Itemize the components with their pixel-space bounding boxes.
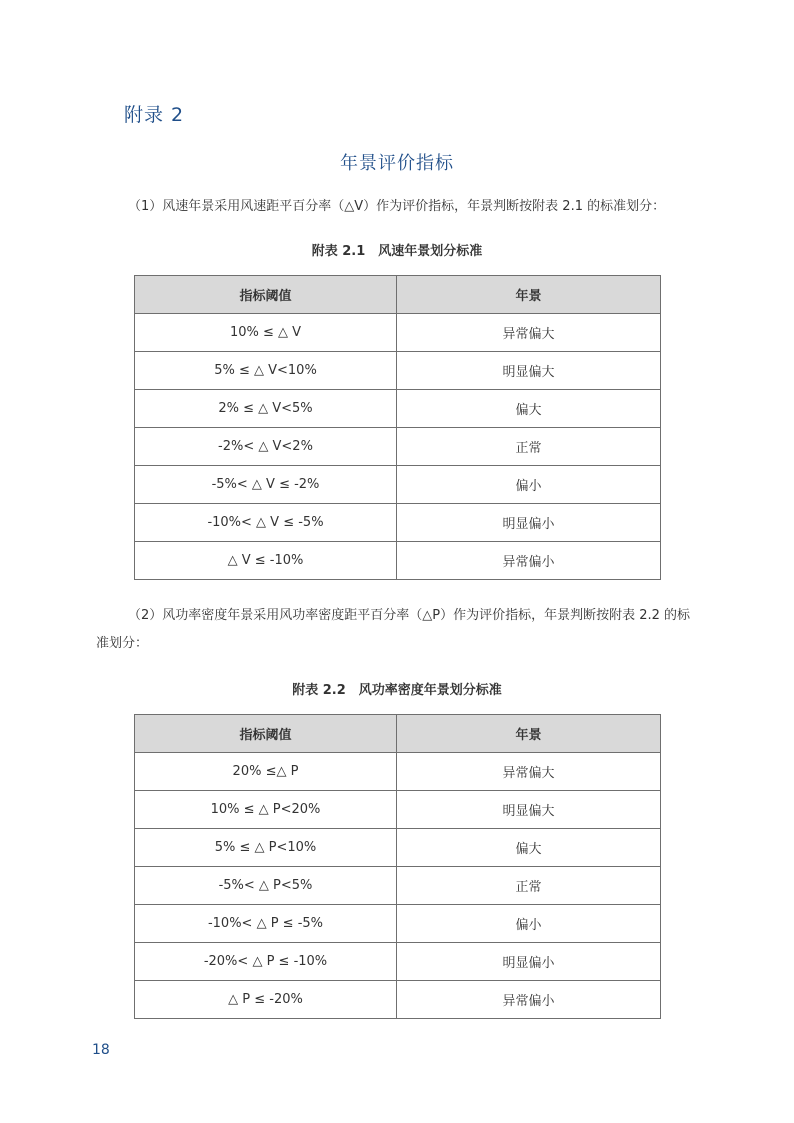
- table-row: [135, 829, 661, 867]
- paragraph-wind-speed: （1）风速年景采用风速距平百分率（△V）作为评价指标，年景判断按附表 2.1 的标准划分：: [128, 199, 666, 214]
- table-header-row: [135, 276, 661, 314]
- threshold-cell: -10%< △ P ≤ -5%: [135, 905, 397, 943]
- threshold-cell: -10%< △ V ≤ -5%: [135, 504, 397, 542]
- grade-cell: 异常偏小: [397, 542, 661, 580]
- table-header-row: [135, 715, 661, 753]
- table-caption-2-1: 附表 2.1 风速年景划分标准: [311, 244, 483, 259]
- table-row: [135, 791, 661, 829]
- threshold-cell: 5% ≤ △ V<10%: [135, 352, 397, 390]
- threshold-cell: 20% ≤△ P: [135, 753, 397, 791]
- table-row: [135, 943, 661, 981]
- threshold-cell: -2%< △ V<2%: [135, 428, 397, 466]
- threshold-cell: -5%< △ P<5%: [135, 867, 397, 905]
- grade-cell: 正常: [397, 867, 661, 905]
- table-row: [135, 466, 661, 504]
- grade-cell: 明显偏小: [397, 943, 661, 981]
- table-row: [135, 753, 661, 791]
- table-row: [135, 981, 661, 1019]
- table-row: [135, 905, 661, 943]
- threshold-cell: 5% ≤ △ P<10%: [135, 829, 397, 867]
- page-title: 年景评价指标: [340, 153, 454, 174]
- table-row: [135, 314, 661, 352]
- threshold-cell: 2% ≤ △ V<5%: [135, 390, 397, 428]
- table-row: [135, 542, 661, 580]
- grade-cell: 明显偏大: [397, 791, 661, 829]
- grade-cell: 正常: [397, 428, 661, 466]
- grade-cell: 异常偏小: [397, 981, 661, 1019]
- grade-cell: 明显偏小: [397, 504, 661, 542]
- table-row: [135, 352, 661, 390]
- column-header-grade: 年景: [397, 276, 661, 314]
- grade-cell: 异常偏大: [397, 753, 661, 791]
- threshold-cell: 10% ≤ △ V: [135, 314, 397, 352]
- appendix-heading: 附录 2: [124, 104, 185, 126]
- threshold-cell: △ P ≤ -20%: [135, 981, 397, 1019]
- threshold-cell: △ V ≤ -10%: [135, 542, 397, 580]
- grade-cell: 偏大: [397, 829, 661, 867]
- threshold-cell: -20%< △ P ≤ -10%: [135, 943, 397, 981]
- table-caption-2-2: 附表 2.2 风功率密度年景划分标准: [292, 683, 502, 698]
- paragraph-wind-power: （2）风功率密度年景采用风功率密度距平百分率（△P）作为评价指标，年景判断按附表 2.2 的标准划分：: [96, 608, 691, 651]
- grade-cell: 偏大: [397, 390, 661, 428]
- grade-cell: 偏小: [397, 905, 661, 943]
- column-header-threshold: 指标阈值: [135, 276, 397, 314]
- wind-speed-table: [134, 275, 661, 580]
- threshold-cell: -5%< △ V ≤ -2%: [135, 466, 397, 504]
- table-row: [135, 867, 661, 905]
- grade-cell: 异常偏大: [397, 314, 661, 352]
- column-header-grade: 年景: [397, 715, 661, 753]
- grade-cell: 明显偏大: [397, 352, 661, 390]
- table-row: [135, 390, 661, 428]
- table-row: [135, 504, 661, 542]
- table-row: [135, 428, 661, 466]
- grade-cell: 偏小: [397, 466, 661, 504]
- wind-power-table: [134, 714, 661, 1019]
- column-header-threshold: 指标阈值: [135, 715, 397, 753]
- page-number: 18: [92, 1042, 110, 1058]
- threshold-cell: 10% ≤ △ P<20%: [135, 791, 397, 829]
